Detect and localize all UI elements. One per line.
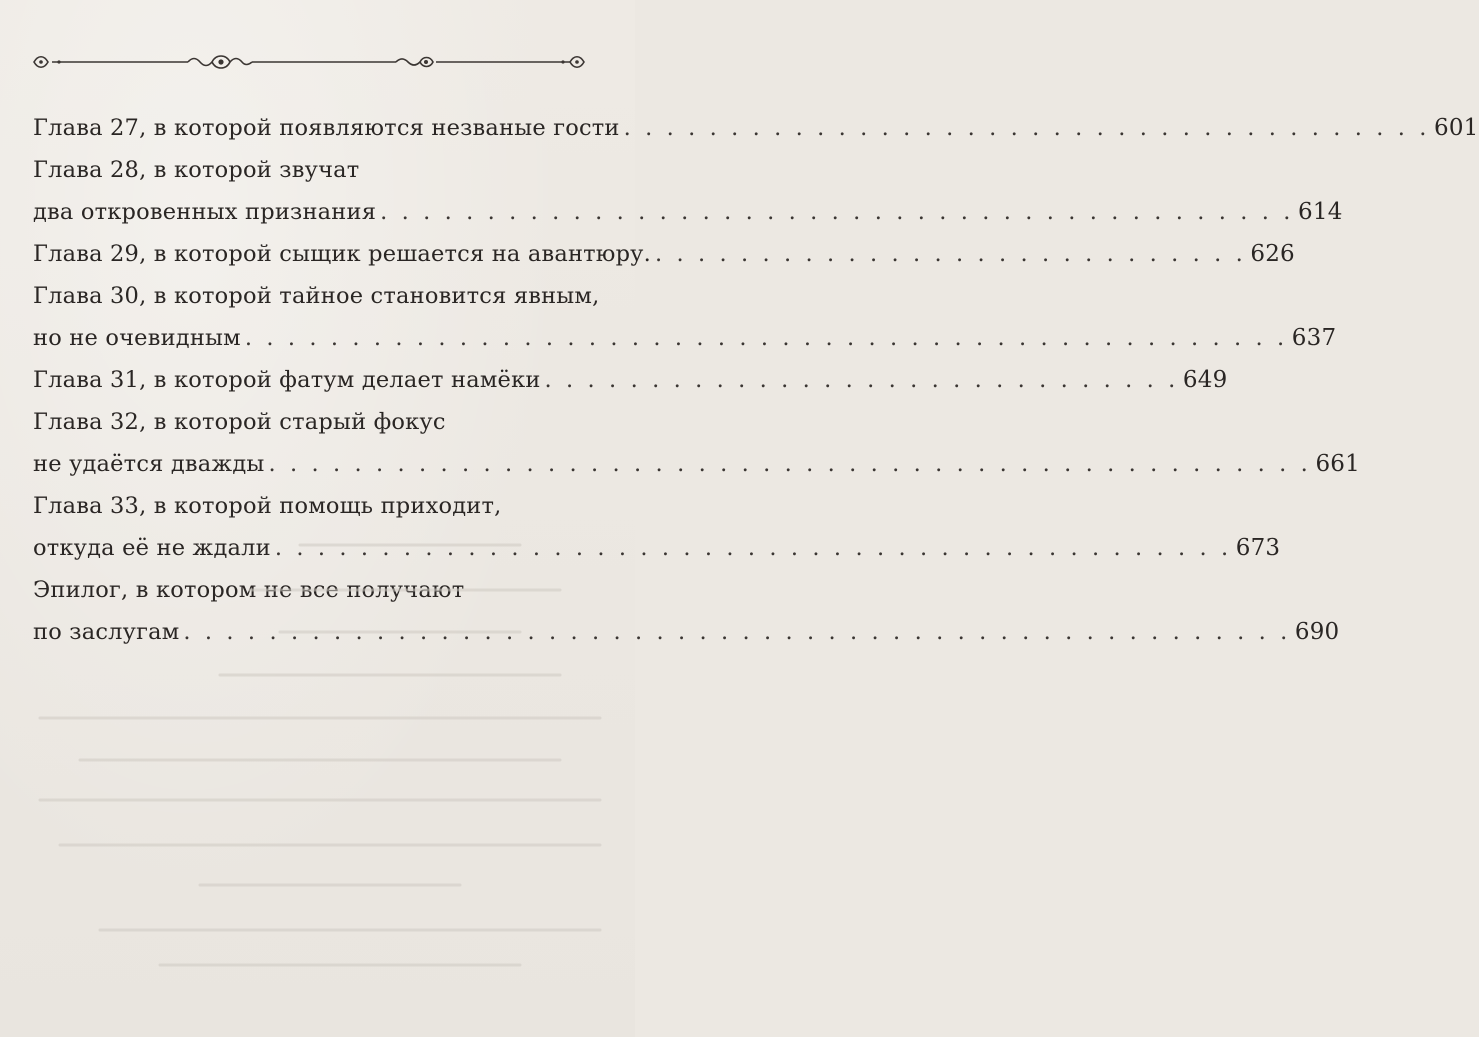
toc-page-number: 626 (1250, 241, 1295, 267)
table-of-contents (33, 107, 1479, 653)
toc-page-number: 601 (1434, 115, 1479, 141)
toc-page-number: 661 (1315, 451, 1360, 477)
toc-entry-title-continued: откуда её не ждали (33, 535, 271, 561)
ornament-divider-icon (30, 50, 590, 74)
toc-page-number: 614 (1298, 199, 1343, 225)
toc-entry-chapter-28-line-1[interactable] (33, 149, 585, 191)
dot-leader: . . . . . . . . . . . . . . . . . . . . . . . . . . . . . . . . . . . . . . . . . . . . . (274, 535, 1232, 561)
toc-entry-chapter-30[interactable] (33, 317, 1337, 359)
toc-entry-chapter-33[interactable] (33, 527, 1281, 569)
toc-entry-title: Эпилог, в котором не все получают (33, 577, 465, 603)
toc-entry-title-continued: но не очевидным (33, 325, 241, 351)
toc-entry-chapter-30-line-1[interactable] (33, 275, 600, 317)
toc-page-number: 673 (1235, 535, 1281, 561)
toc-page-number: 649 (1182, 367, 1228, 393)
toc-page-number: 690 (1294, 619, 1340, 645)
toc-entry-title: Глава 31, в которой фатум делает намёки (33, 367, 541, 393)
dot-leader: . . . . . . . . . . . . . . . . . . . . . . . . . . . . . . . . . . . . . . . . . . . . . . . . . . . . (183, 619, 1291, 645)
toc-entry-title: Глава 27, в которой появляются незваные гости (33, 115, 620, 141)
toc-entry-chapter-28[interactable] (33, 191, 1343, 233)
toc-entry-title: Глава 28, в которой звучат (33, 157, 360, 183)
dot-leader: . . . . . . . . . . . . . . . . . . . . . . . . . . . . . . . . . . . . . . (623, 115, 1431, 141)
dot-leader: . . . . . . . . . . . . . . . . . . . . . . . . . . . . . . . . . . . . . . . . . . . (380, 199, 1295, 225)
toc-entry-title-continued: по заслугам (33, 619, 180, 645)
toc-entry-title-continued: не удаётся дважды (33, 451, 265, 477)
toc-entry-chapter-32-line-1[interactable] (33, 401, 585, 443)
toc-entry-chapter-33-line-1[interactable] (33, 485, 585, 527)
toc-entry-chapter-27[interactable] (33, 107, 1479, 149)
toc-entry-title-continued: два откровенных признания (33, 199, 377, 225)
toc-entry-title: Глава 30, в которой тайное становится явным, (33, 283, 600, 309)
toc-entry-epilogue[interactable] (33, 611, 1340, 653)
toc-entry-chapter-29[interactable] (33, 233, 1295, 275)
toc-entry-chapter-32[interactable] (33, 443, 1360, 485)
dot-leader: . . . . . . . . . . . . . . . . . . . . . . . . . . . . . . (544, 367, 1179, 393)
dot-leader: . . . . . . . . . . . . . . . . . . . . . . . . . . . . (654, 241, 1247, 267)
toc-entry-title: Глава 29, в которой сыщик решается на авантюру. (33, 241, 651, 267)
dot-leader: . . . . . . . . . . . . . . . . . . . . . . . . . . . . . . . . . . . . . . . . . . . . . . . . . (244, 325, 1288, 351)
toc-entry-title: Глава 33, в которой помощь приходит, (33, 493, 502, 519)
toc-entry-epilogue-line-1[interactable] (33, 569, 585, 611)
toc-entry-title: Глава 32, в которой старый фокус (33, 409, 446, 435)
toc-page-number: 637 (1291, 325, 1337, 351)
toc-entry-chapter-31[interactable] (33, 359, 1228, 401)
dot-leader: . . . . . . . . . . . . . . . . . . . . . . . . . . . . . . . . . . . . . . . . . . . . . . . . . (268, 451, 1312, 477)
